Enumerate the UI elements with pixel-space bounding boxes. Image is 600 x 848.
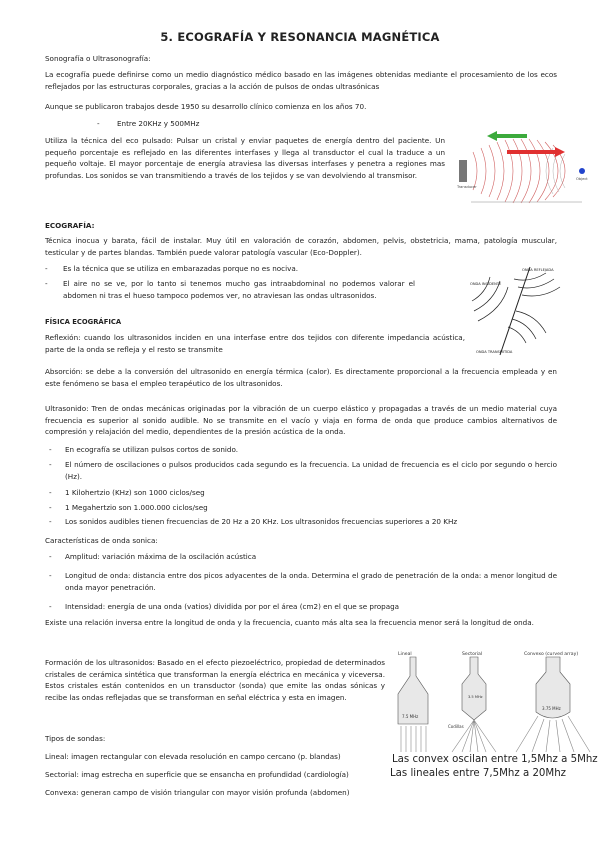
ecografia-bullet-2: El aire no se ve, por lo tanto si tenemos mucho gas intraabdominal no podemos valorar el abdomen ni tras el hueso tampoco podemos ver, no atraviesan las ondas ultrasonidos.: [63, 279, 415, 300]
fisica-bullet-4: 1 Megahertzio son 1.000.000 ciclos/seg: [65, 503, 208, 512]
incident-label: ONDA INCIDENTE: [470, 282, 502, 286]
caracteristicas-bullet-1: Amplitud: variación máxima de la oscilación acústica: [65, 552, 257, 561]
tipos-heading: Tipos de sondas:: [45, 734, 106, 743]
echo-wave-diagram: [455, 130, 600, 208]
sectorial-label: Sectorial: [462, 652, 483, 657]
pulse-arrow-red: [507, 150, 557, 154]
bullet-dash: -: [49, 460, 52, 469]
intro-bullet: Entre 20KHz y 500MHz: [117, 119, 200, 128]
convexo-probe: [516, 651, 590, 752]
formacion-paragraph: Formación de los ultrasonidos: Basado en el efecto piezoeléctrico, propiedad de determinados cristales de cerámica sintética que transforman la energía eléctrica en mecánica y viceversa. Estos cristales están contenidos en un transductor (sonda) que emite las ondas sónicas y recibe las ondas reflejadas que se transforman en señal eléctrica y esta en imagen.: [45, 658, 385, 702]
intro-paragraph-3: Utiliza la técnica del eco pulsado: Pulsar un cristal y enviar paquetes de energía dentro del paciente. Un pequeño porcentaje es reflejado en las diferentes interfases y llega al transductor el cual la traduce a un pequeño voltaje. El mayor porcentaje de energía atraviesa las diversas interfases y penetra a regiones mas profundas. Los sonidos se van transmitiendo a través de los tejidos y se van devolviendo al transmisor.: [45, 136, 445, 180]
bullet-dash: -: [49, 488, 52, 497]
emitted-waves: [473, 139, 565, 203]
ecografia-bullet-1: Es la técnica que se utiliza en embarazadas porque no es nociva.: [63, 264, 299, 273]
echo-arrow-green-head: [487, 131, 497, 141]
object-dot: [579, 168, 585, 174]
transmitted-label: ONDA TRANSMITIDA: [476, 350, 513, 354]
convexo-label: Convexo (curved array): [524, 652, 579, 657]
caption-convex: Las convex oscilan entre 1,5Mhz a 5Mhz: [392, 754, 598, 765]
fisica-bullet-3: 1 Kilohertzio (KHz) son 1000 ciclos/seg: [65, 488, 205, 497]
ecografia-paragraph: Técnica inocua y barata, fácil de instalar. Muy útil en valoración de corazón, abdomen, pelvis, obstetricia, mama, patología muscular, testicular y de partes blandas. También puede valorar patología vascular (Eco-Doppler).: [45, 236, 557, 257]
transducer-label: Transducer: [457, 185, 477, 189]
tipo-convexa: Convexa: generan campo de visión triangular con mayor visión profunda (abdomen): [45, 788, 350, 797]
lineal-label: Lineal: [398, 652, 412, 657]
sectorial-probe-body: [462, 657, 486, 720]
fisica-bullet-1: En ecografía se utilizan pulsos cortos de sonido.: [65, 445, 239, 454]
tipo-sectorial: Sectorial: imag estrecha en superficie que se ensancha en profundidad (cardiología): [45, 770, 349, 779]
fisica-bullet-2: El número de oscilaciones o pulsos producidos cada segundo es la frecuencia. La unidad de frecuencia es el ciclo por segundo o hercio (Hz).: [65, 460, 557, 481]
convexo-freq: 3.75 MHz: [542, 706, 561, 711]
section-heading-sonografia: Sonografía o Ultrasonografía:: [45, 54, 151, 63]
lineal-beams: [401, 726, 426, 752]
sectorial-probe: [448, 651, 496, 752]
section-heading-caracteristicas: Características de onda sonica:: [45, 536, 158, 545]
bullet-dash: -: [49, 445, 52, 454]
intro-paragraph-2: Aunque se publicaron trabajos desde 1950 su desarrollo clínico comienza en los años 70.: [45, 102, 367, 111]
intro-paragraph-1: La ecografía puede definirse como un medio diagnóstico médico basado en las imágenes obtenidas mediante el procesamiento de los ecos reflejados por las estructuras corporales, gracias a la acción de pulsos de ondas ultrasónicas: [45, 70, 557, 91]
bullet-dash: -: [49, 517, 52, 526]
object-label: Object: [576, 177, 588, 181]
lineal-freq: 7.5 MHz: [402, 714, 419, 719]
bullet-dash: -: [49, 602, 52, 611]
convexo-beams: [516, 716, 590, 752]
transducer-shape: [459, 160, 467, 182]
bullet-dash: -: [97, 119, 100, 128]
bullet-dash: -: [49, 503, 52, 512]
reflection-diagram: [468, 265, 568, 357]
bullet-dash: -: [45, 264, 48, 273]
tipo-lineal: Lineal: imagen rectangular con elevada resolución en campo cercano (p. blandas): [45, 752, 341, 761]
caption-lineales: Las lineales entre 7,5Mhz a 20Mhz: [390, 768, 566, 779]
section-heading-fisica: FÍSICA ECOGRÁFICA: [45, 318, 122, 326]
bullet-dash: -: [49, 552, 52, 561]
section-heading-ecografia: ECOGRAFÍA:: [45, 221, 95, 230]
ultrasonido-paragraph: Ultrasonido: Tren de ondas mecánicas originadas por la vibración de un cuerpo elástico y propagadas a través de un medio material cuya frecuencia es superior al sonido audible. No se transmite en el vacío y viaja en forma de onda que produce cambios alternativos de compresión y relajación del medio, dependientes de la presión acústica de la onda.: [45, 404, 557, 437]
pulse-arrow-red-head: [555, 147, 565, 157]
reflected-label: ONDA REFLEJADA: [522, 268, 554, 272]
echo-arrow-green: [495, 134, 527, 138]
lineal-probe: [398, 651, 428, 752]
reflexion-paragraph: Reflexión: cuando los ultrasonidos inciden en una interfase entre dos tejidos con diferente impedancia acústica, parte de la onda se refleja y el resto se transmite: [45, 333, 465, 354]
probes-figure: [390, 648, 600, 754]
sectorial-freq: 3.5 MHz: [468, 695, 483, 699]
bullet-dash: -: [45, 279, 48, 288]
page-title: 5. ECOGRAFÍA Y RESONANCIA MAGNÉTICA: [160, 30, 440, 44]
relacion-paragraph: Existe una relación inversa entre la longitud de onda y la frecuencia, cuanto más alta sea la frecuencia menor será la longitud de onda.: [45, 618, 534, 627]
fisica-bullet-5: Los sonidos audibles tienen frecuencias de 20 Hz a 20 KHz. Los ultrasonidos frecuencias superiores a 20 KHz: [65, 517, 458, 526]
caracteristicas-bullet-2: Longitud de onda: distancia entre dos picos adyacentes de la onda. Determina el grado de penetración de la onda: a menor longitud de onda mayor penetración.: [65, 571, 557, 592]
codillas-label: Codillas: [448, 724, 464, 729]
caracteristicas-bullet-3: Intensidad: energía de una onda (vatios) dividida por por el área (cm2) en el que se propaga: [65, 602, 400, 611]
bullet-dash: -: [49, 571, 52, 580]
absorcion-paragraph: Absorción: se debe a la conversión del ultrasonido en energía térmica (calor). Es directamente proporcional a la frecuencia empleada y en este fenómeno se basa el empleo terapéutico de los ultrasonidos.: [45, 367, 557, 388]
